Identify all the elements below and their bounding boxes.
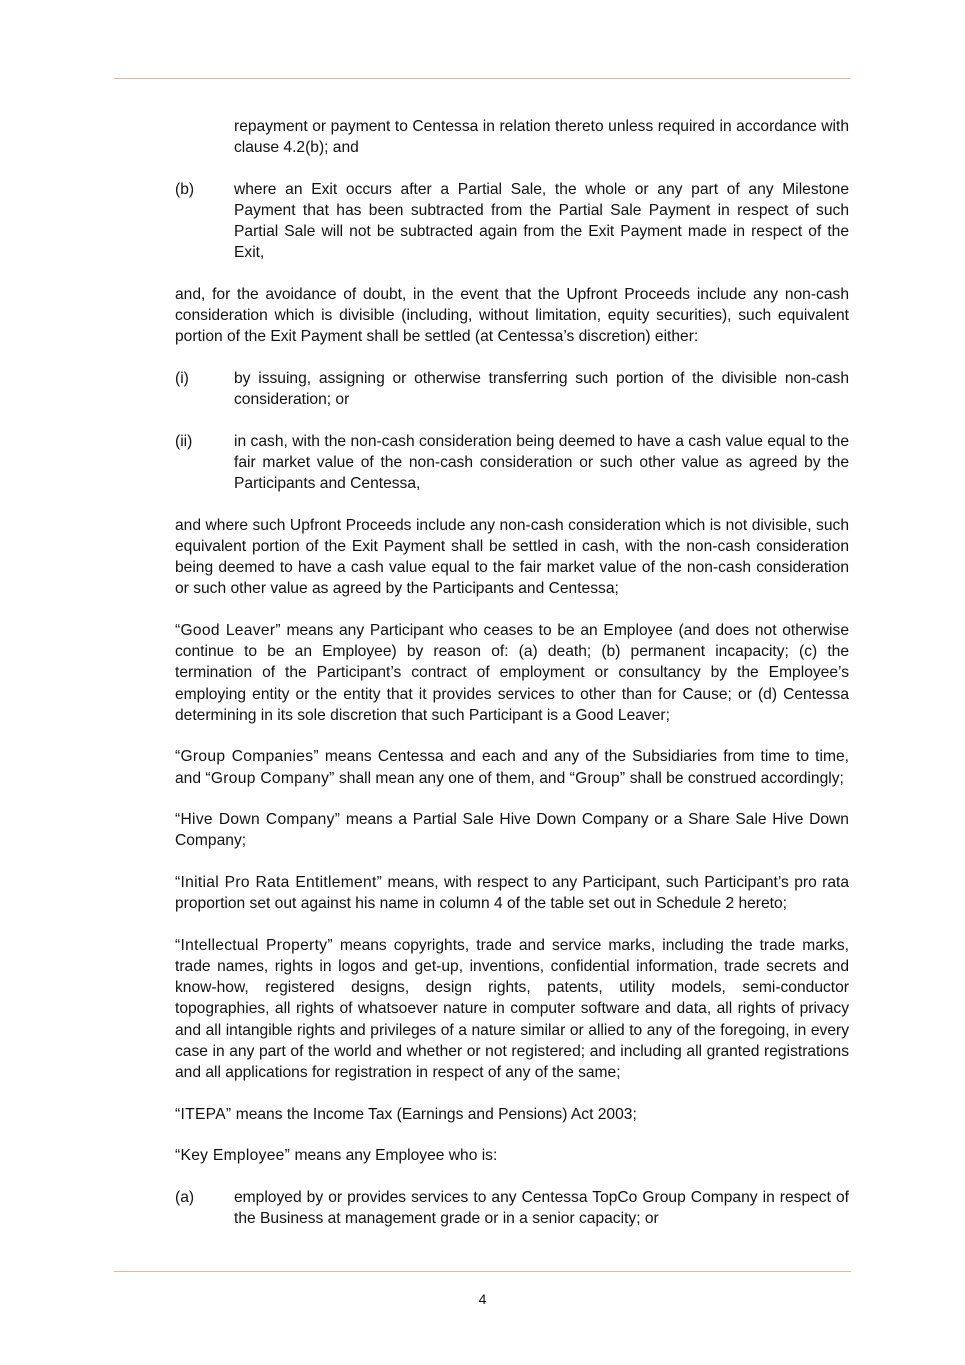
list-item-number: (b) — [175, 180, 195, 198]
list-item-number: (i) — [175, 370, 189, 387]
defined-term: “Hive Down Company” — [175, 811, 341, 829]
list-item-text: by issuing, assigning or otherwise transferring such portion of the divisible non-cash consideration; or — [234, 370, 849, 409]
defined-term: “Initial Pro Rata Entitlement” — [175, 874, 383, 891]
list-item-b — [175, 179, 849, 264]
avoidance-paragraph: and, for the avoidance of doubt, in the event that the Upfront Proceeds include any non-cash consideration which is divisible (including, without limitation, equity securities), such equivalent portion of the Exit Payment shall be settled (at Centessa’s discretion) either: — [175, 286, 849, 346]
footer-rule — [114, 1271, 851, 1272]
list-item-text: in cash, with the non-cash consideration being deemed to have a cash value equal to the fair market value of the non-cash consideration or such other value as agreed by the Participants and Centessa, — [234, 432, 849, 493]
definition-hive-down-company — [175, 809, 849, 851]
defined-term: “Group Companies” — [175, 748, 319, 766]
header-rule — [114, 78, 851, 79]
definition-text: shall be construed accordingly; — [625, 769, 844, 787]
definition-text: shall mean any one of them, and — [334, 769, 570, 787]
definition-intellectual-property — [175, 935, 849, 1083]
defined-term: “Key Employee” — [175, 1147, 291, 1165]
list-item-text: employed by or provides services to any Centessa TopCo Group Company in respect of the Business at management grade or in a senior capacity; or — [234, 1188, 849, 1227]
defined-term: “Group” — [569, 769, 626, 787]
list-item-number: (a) — [175, 1188, 195, 1206]
definition-text: means copyrights, trade and service marks, including the trade marks, trade names, rights in logos and get-up, inventions, confidential information, trade secrets and know-how, registered designs, design rights, patents, utility models, semi-conductor topographies, all rights of whatsoever nature in computer software and data, all rights of privacy and all intangible rights and privileges of a nature similar or allied to any of the foregoing, in every case in any part of the world and whether or not registered; and including all granted registrations and all applications for registration in respect of any of the same; — [175, 936, 849, 1082]
definition-text: means, with respect to any Participant, such Participant’s pro rata proportion set out against his name in column 4 of the table set out in Schedule 2 hereto; — [175, 874, 850, 913]
list-item-ii — [175, 431, 849, 495]
list-item-text: where an Exit occurs after a Partial Sale, the whole or any part of any Milestone Payment that has been subtracted from the Partial Sale Payment in respect of such Partial Sale will not be subtracted again from the Exit Payment made in respect of the Exit, — [234, 180, 849, 262]
page-number: 4 — [478, 1291, 487, 1307]
defined-term: “Intellectual Property” — [175, 936, 333, 954]
defined-term: “Good Leaver” — [175, 622, 281, 639]
definition-initial-pro-rata — [175, 872, 849, 914]
definition-text: means the Income Tax (Earnings and Pensions) Act 2003; — [231, 1105, 637, 1123]
definition-key-employee — [175, 1145, 849, 1166]
definition-good-leaver — [175, 620, 849, 726]
list-item-a — [175, 1187, 849, 1229]
list-item-i — [175, 368, 849, 410]
definition-group-companies — [175, 746, 849, 788]
indivisible-paragraph: and where such Upfront Proceeds include any non-cash consideration which is not divisible, such equivalent portion of the Exit Payment shall be settled in cash, with the non-cash consideration being deemed to have a cash value equal to the fair market value of the non-cash consideration or such other value as agreed by the Participants and Centessa; — [175, 516, 849, 598]
definition-text: means a Partial Sale Hive Down Company or a Share Sale Hive Down Company; — [175, 811, 849, 850]
continuation-paragraph: repayment or payment to Centessa in relation thereto unless required in accordance with clause 4.2(b); and — [234, 118, 849, 157]
definition-text: means Centessa and each and any of the Subsidiaries from time to time, and — [175, 748, 849, 787]
definition-text: means any Employee who is: — [290, 1147, 498, 1165]
document-body — [175, 116, 849, 1250]
defined-term: “ITEPA” — [175, 1105, 232, 1123]
definition-text: means any Participant who ceases to be an Employee (and does not otherwise continue to be an Employee) by reason of: (a) death; (b) permanent incapacity; (c) the termination of the Participant’s contract of employment or consultancy by the Employee’s employing entity or the entity that it provides services to other than for Cause; or (d) Centessa determining in its sole discretion that such Participant is a Good Leaver; — [175, 622, 849, 724]
defined-term: “Group Company” — [205, 769, 335, 787]
list-item-number: (ii) — [175, 432, 193, 450]
definition-itepa — [175, 1104, 849, 1125]
